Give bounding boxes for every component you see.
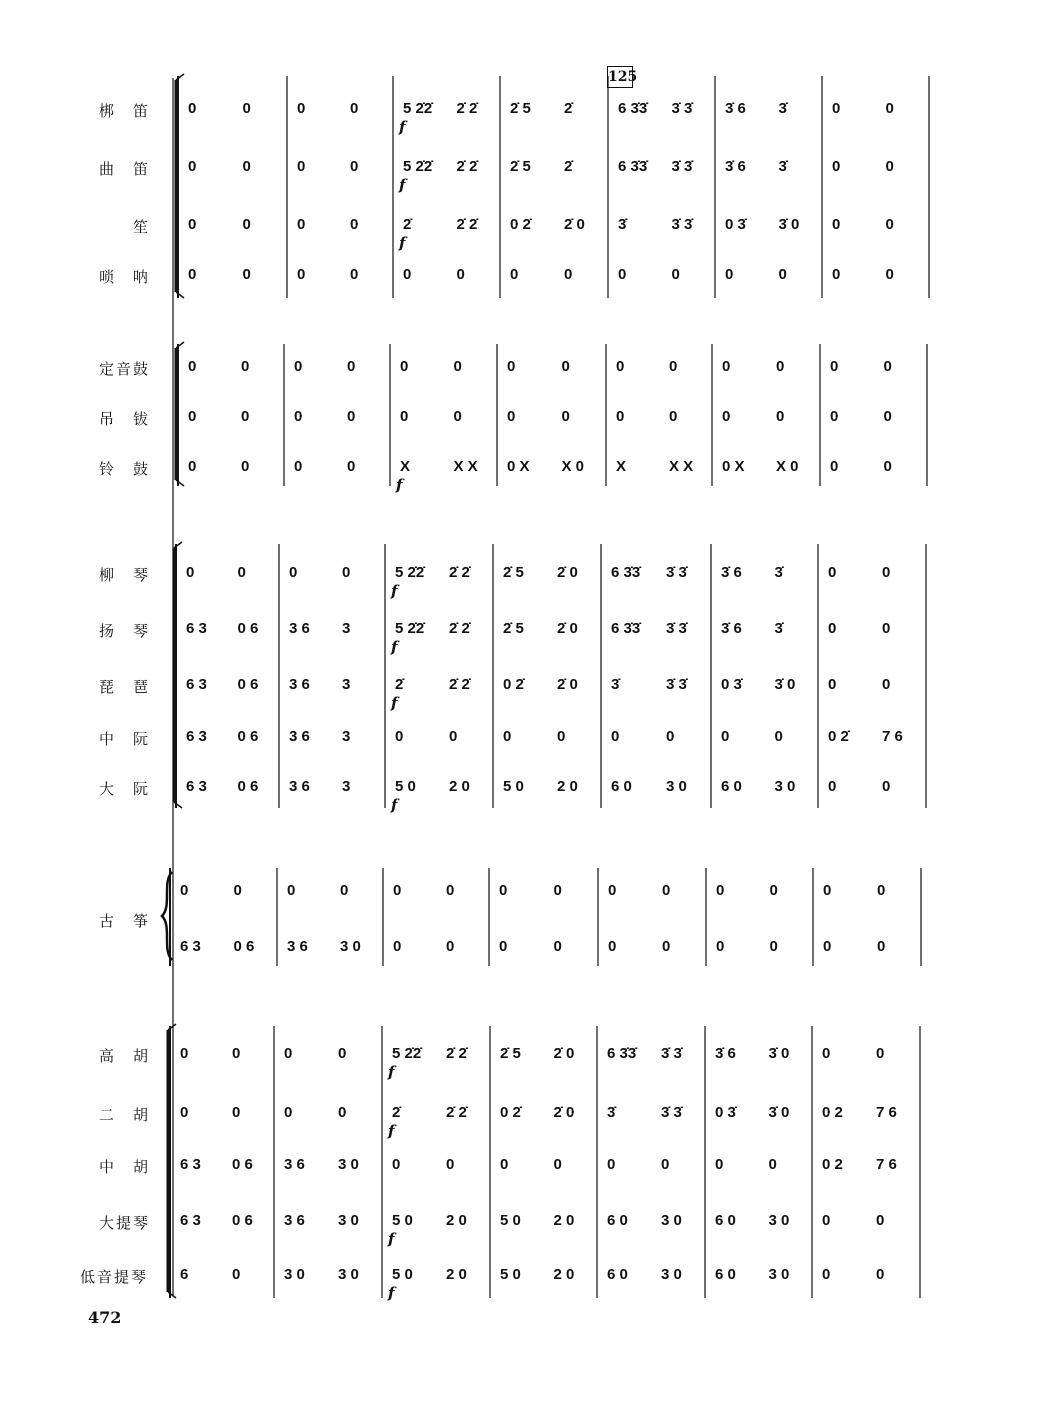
note-beat: 2̇ 0 [564, 216, 585, 233]
instrument-name: 中 胡 [98, 1158, 150, 1176]
note-beat: 0 [722, 358, 731, 375]
note-beat: 0 [232, 1104, 241, 1121]
dynamic-marking: f [388, 1284, 395, 1302]
note-beat: 5 2̇2̇ [395, 620, 425, 637]
dynamic-marking: f [388, 1122, 395, 1140]
note-beat: 0 [832, 266, 841, 283]
note-beat: 3̇ [611, 676, 620, 693]
dynamic-marking: f [391, 638, 398, 656]
note-beat: 0 [446, 882, 455, 899]
note-beat: 0 [347, 458, 356, 475]
note-beat: 0 [180, 882, 189, 899]
note-beat: 0 [669, 358, 678, 375]
dynamic-marking: f [388, 1230, 395, 1248]
note-beat: 0 [885, 158, 894, 175]
note-beat: 0 [823, 938, 832, 955]
note-beat: 0 [188, 408, 197, 425]
note-beat: 0 [662, 882, 671, 899]
note-beat: 0 [671, 266, 680, 283]
note-beat: 2̇ 0 [553, 1045, 575, 1062]
note-beat: 3 0 [338, 1266, 359, 1283]
note-beat: 2̇ 2̇ [456, 158, 478, 175]
note-beat: 0 [242, 216, 251, 233]
instrument-name: 曲 笛 [98, 160, 150, 178]
note-beat: 3 6 [284, 1156, 305, 1173]
note-beat: X 0 [561, 458, 585, 475]
note-beat: 3 6 [289, 676, 310, 693]
note-beat: 0 [832, 216, 841, 233]
instrument-name: 琵 琶 [98, 678, 150, 696]
note-beat: 2 0 [449, 778, 470, 795]
note-beat: 2̇ [395, 676, 404, 693]
note-beat: 3 0 [768, 1266, 790, 1283]
instrument-name: 二 胡 [98, 1106, 150, 1124]
note-beat: 0 [877, 938, 886, 955]
note-beat: 0 2 [822, 1156, 843, 1173]
note-beat: 0 [669, 408, 678, 425]
note-beat: 0 [830, 458, 839, 475]
note-beat: 0 [499, 882, 508, 899]
note-beat: 0 [232, 1045, 241, 1062]
note-beat: 0 [883, 358, 892, 375]
note-beat: 2̇ [392, 1104, 401, 1121]
note-beat: 0 [553, 1156, 562, 1173]
note-beat: 0 2̇ [503, 676, 524, 693]
note-beat: 2̇ 5 [500, 1045, 521, 1062]
note-beat: 0 [338, 1045, 347, 1062]
page-number: 472 [88, 1308, 122, 1327]
note-beat: 0 [188, 266, 197, 283]
instrument-name: 古 筝 [98, 912, 150, 930]
note-beat: 0 [885, 266, 894, 283]
note-beat: 0 [618, 266, 627, 283]
note-beat: 3 0 [768, 1212, 790, 1229]
note-beat: 6 3 [186, 620, 207, 637]
note-beat: 0 6 [237, 620, 259, 637]
note-beat: 6 3 [180, 1156, 201, 1173]
note-beat: 3 [342, 778, 351, 795]
note-beat: 0 [885, 100, 894, 117]
note-beat: 7 6 [882, 728, 903, 745]
note-beat: 0 [342, 564, 351, 581]
note-beat: 0 [830, 408, 839, 425]
note-beat: 0 [350, 216, 359, 233]
note-beat: 6 3 [180, 1212, 201, 1229]
note-beat: 0 [392, 1156, 401, 1173]
note-beat: 0 [188, 458, 197, 475]
note-beat: 0 [778, 266, 787, 283]
note-beat: 3̇ [778, 100, 787, 117]
note-beat: 0 [715, 1156, 724, 1173]
note-beat: 0 [832, 158, 841, 175]
note-beat: 0 [453, 408, 462, 425]
note-beat: 0 [608, 938, 617, 955]
note-beat: 0 [507, 358, 516, 375]
note-beat: 0 [769, 938, 778, 955]
note-beat: 3̇ 6 [721, 564, 742, 581]
note-beat: 0 [564, 266, 573, 283]
note-beat: 6 3̇3̇ [611, 620, 641, 637]
note-beat: 0 [395, 728, 404, 745]
note-beat: 0 [608, 882, 617, 899]
note-beat: 0 [400, 408, 409, 425]
note-beat: 0 [882, 676, 891, 693]
note-beat: 3̇ [774, 564, 783, 581]
note-beat: 3 6 [289, 620, 310, 637]
instrument-name: 笙 [132, 218, 150, 236]
note-beat: 5 2̇2̇ [392, 1045, 422, 1062]
note-beat: 5 2̇2̇ [395, 564, 425, 581]
dynamic-marking: f [391, 796, 398, 814]
note-beat: 0 [347, 358, 356, 375]
note-beat: 0 [716, 882, 725, 899]
note-beat: 3 0 [666, 778, 687, 795]
note-beat: 7 6 [876, 1156, 897, 1173]
instrument-name: 中 阮 [98, 730, 150, 748]
note-beat: 5 2̇2̇ [403, 100, 433, 117]
note-beat: 0 [877, 882, 886, 899]
note-beat: 3̇ [774, 620, 783, 637]
note-beat: 0 6 [237, 676, 259, 693]
instrument-name: 扬 琴 [98, 622, 150, 640]
note-beat: 0 [294, 458, 303, 475]
note-beat: 0 2̇ [510, 216, 531, 233]
note-beat: 3̇ 6 [715, 1045, 736, 1062]
note-beat: 2̇ 2̇ [446, 1104, 467, 1121]
note-beat: 6 3̇3̇ [618, 158, 648, 175]
note-beat: 0 [242, 266, 251, 283]
note-beat: 2 0 [557, 778, 578, 795]
note-beat: 0 [188, 216, 197, 233]
note-beat: 0 [885, 216, 894, 233]
note-beat: 3 6 [289, 778, 310, 795]
note-beat: 2 0 [446, 1212, 467, 1229]
note-beat: 0 [446, 1156, 455, 1173]
dynamic-marking: f [399, 176, 406, 194]
note-beat: 5 0 [392, 1266, 413, 1283]
note-beat: 3 6 [287, 938, 308, 955]
note-beat: 2̇ [564, 100, 573, 117]
note-beat: 0 [453, 358, 462, 375]
note-beat: 3 6 [284, 1212, 305, 1229]
note-beat: 0 6 [237, 778, 259, 795]
note-beat: 7 6 [876, 1104, 897, 1121]
note-beat: 0 [876, 1212, 885, 1229]
note-beat: 0 [616, 358, 625, 375]
note-beat: 0 [289, 564, 298, 581]
note-beat: 6 0 [715, 1266, 736, 1283]
note-beat: 2̇ 5 [503, 620, 524, 637]
note-beat: 3 0 [774, 778, 796, 795]
instrument-name: 大 阮 [98, 780, 150, 798]
note-beat: 0 [294, 408, 303, 425]
note-beat: 3 [342, 728, 351, 745]
note-beat: 0 [616, 408, 625, 425]
note-beat: 0 [611, 728, 620, 745]
note-beat: 0 [725, 266, 734, 283]
note-beat: 0 3̇ [725, 216, 746, 233]
instrument-name: 高 胡 [98, 1047, 150, 1065]
note-beat: 5 2̇2̇ [403, 158, 433, 175]
note-beat: 3 0 [338, 1212, 359, 1229]
note-beat: 0 [297, 266, 306, 283]
note-beat: 0 [340, 882, 349, 899]
note-beat: 3 0 [661, 1266, 682, 1283]
note-beat: 6 3 [186, 728, 207, 745]
note-beat: 0 [553, 938, 562, 955]
note-beat: 0 [876, 1266, 885, 1283]
note-beat: 2̇ 0 [557, 620, 578, 637]
note-beat: 3̇ 0 [774, 676, 796, 693]
note-beat: 3̇ [778, 158, 787, 175]
note-beat: 0 [403, 266, 412, 283]
note-beat: X [400, 458, 411, 475]
note-beat: 0 3̇ [715, 1104, 736, 1121]
dynamic-marking: f [396, 476, 403, 494]
note-beat: 0 [661, 1156, 670, 1173]
note-beat: 0 [666, 728, 675, 745]
note-beat: X X [453, 458, 478, 475]
instrument-name: 梆 笛 [98, 102, 150, 120]
instrument-name: 低音提琴 [79, 1268, 148, 1286]
note-beat: 2̇ [403, 216, 412, 233]
note-beat: 0 [242, 100, 251, 117]
note-beat: 0 X [722, 458, 745, 475]
note-beat: 0 [503, 728, 512, 745]
note-beat: 3̇ 3̇ [671, 216, 693, 233]
note-beat: 0 [186, 564, 195, 581]
note-beat: 5 0 [503, 778, 524, 795]
note-beat: 0 [822, 1212, 831, 1229]
note-beat: 2̇ 2̇ [456, 216, 478, 233]
note-beat: 0 3̇ [721, 676, 742, 693]
note-beat: 3̇ 6 [721, 620, 742, 637]
note-beat: 2 0 [553, 1266, 575, 1283]
note-beat: 0 [828, 676, 837, 693]
note-beat: 2̇ 5 [503, 564, 524, 581]
note-beat: 2̇ 2̇ [449, 676, 470, 693]
note-beat: 6 3 [186, 778, 207, 795]
note-beat: 6 [180, 1266, 189, 1283]
note-beat: 2 0 [553, 1212, 575, 1229]
note-beat: 0 [446, 938, 455, 955]
note-beat: 3̇ 0 [768, 1104, 790, 1121]
note-beat: 3̇ 3̇ [671, 100, 693, 117]
note-beat: 0 [607, 1156, 616, 1173]
note-beat: 0 6 [233, 938, 255, 955]
note-beat: 0 2 [822, 1104, 843, 1121]
note-beat: 0 [776, 408, 785, 425]
note-beat: 0 2̇ [500, 1104, 521, 1121]
note-beat: 2̇ 0 [553, 1104, 575, 1121]
note-beat: 5 0 [392, 1212, 413, 1229]
note-beat: 0 [828, 778, 837, 795]
note-beat: 0 [822, 1266, 831, 1283]
note-beat: X 0 [776, 458, 799, 475]
note-beat: 0 2̇ [828, 728, 849, 745]
note-beat: 3 6 [289, 728, 310, 745]
note-beat: 2̇ 5 [510, 158, 531, 175]
instrument-name: 柳 琴 [98, 566, 150, 584]
instrument-name: 铃 鼓 [98, 460, 150, 478]
rehearsal-mark: 125 [607, 66, 633, 88]
note-beat: 2̇ 2̇ [446, 1045, 467, 1062]
instrument-name: 大提琴 [98, 1214, 150, 1232]
note-beat: 0 [822, 1045, 831, 1062]
note-beat: 5 0 [395, 778, 416, 795]
dynamic-marking: f [391, 694, 398, 712]
note-beat: 0 [350, 158, 359, 175]
note-beat: 0 [828, 564, 837, 581]
note-beat: 0 [400, 358, 409, 375]
note-beat: 3̇ 6 [725, 100, 746, 117]
note-beat: 2̇ 0 [557, 676, 578, 693]
note-beat: 0 [287, 882, 296, 899]
instrument-name: 吊 钹 [98, 410, 150, 428]
note-beat: 3̇ [607, 1104, 616, 1121]
note-beat: 0 X [507, 458, 530, 475]
note-beat: 0 [823, 882, 832, 899]
note-beat: 3̇ 3̇ [666, 676, 687, 693]
note-beat: 0 [507, 408, 516, 425]
note-beat: 2̇ 2̇ [449, 564, 470, 581]
note-beat: X X [669, 458, 694, 475]
note-beat: 3̇ 3̇ [671, 158, 693, 175]
note-beat: 3̇ 3̇ [666, 620, 687, 637]
note-beat: 3̇ 3̇ [661, 1045, 682, 1062]
dynamic-marking: f [391, 582, 398, 600]
note-beat: 0 [721, 728, 730, 745]
note-beat: 0 6 [232, 1156, 253, 1173]
note-beat: 0 [882, 778, 891, 795]
note-beat: 0 [510, 266, 519, 283]
note-beat: 0 [393, 882, 402, 899]
note-beat: 0 [768, 1156, 777, 1173]
note-beat: 0 [883, 408, 892, 425]
note-beat: 2̇ 2̇ [456, 100, 478, 117]
note-beat: 0 [456, 266, 465, 283]
note-beat: 3̇ 0 [778, 216, 800, 233]
note-beat: 0 [241, 458, 250, 475]
note-beat: 6 3̇3̇ [607, 1045, 637, 1062]
note-beat: 0 [499, 938, 508, 955]
note-beat: 0 [241, 408, 250, 425]
note-beat: 5 0 [500, 1266, 521, 1283]
note-beat: 6 0 [715, 1212, 736, 1229]
note-beat: 0 [828, 620, 837, 637]
note-beat: 0 [350, 266, 359, 283]
note-beat: X [616, 458, 627, 475]
note-beat: 0 [883, 458, 892, 475]
note-beat: 6 0 [721, 778, 742, 795]
note-beat: 0 [188, 158, 197, 175]
note-beat: 0 [882, 564, 891, 581]
note-beat: 3 0 [340, 938, 361, 955]
note-beat: 0 [242, 158, 251, 175]
note-beat: 0 [561, 408, 570, 425]
note-beat: 0 [350, 100, 359, 117]
note-beat: 2̇ 0 [557, 564, 578, 581]
note-beat: 6 3̇3̇ [618, 100, 648, 117]
note-beat: 3 0 [661, 1212, 682, 1229]
note-beat: 3̇ 3̇ [666, 564, 687, 581]
note-beat: 0 [716, 938, 725, 955]
note-beat: 0 [297, 158, 306, 175]
note-beat: 0 [832, 100, 841, 117]
note-beat: 0 [284, 1045, 293, 1062]
note-beat: 3 0 [338, 1156, 359, 1173]
note-beat: 0 [830, 358, 839, 375]
note-beat: 0 [338, 1104, 347, 1121]
note-beat: 0 [553, 882, 562, 899]
note-beat: 0 [284, 1104, 293, 1121]
note-beat: 3̇ 0 [768, 1045, 790, 1062]
note-beat: 6 3 [186, 676, 207, 693]
note-beat: 3̇ [618, 216, 627, 233]
note-beat: 0 [180, 1104, 189, 1121]
dynamic-marking: f [399, 234, 406, 252]
note-beat: 2̇ 5 [510, 100, 531, 117]
note-beat: 0 [882, 620, 891, 637]
note-beat: 0 [774, 728, 783, 745]
note-beat: 0 6 [237, 728, 259, 745]
note-beat: 6 0 [607, 1266, 628, 1283]
note-beat: 5 0 [500, 1212, 521, 1229]
note-beat: 0 [180, 1045, 189, 1062]
note-beat: 0 [237, 564, 246, 581]
note-beat: 3 0 [284, 1266, 305, 1283]
note-beat: 0 [188, 358, 197, 375]
note-beat: 0 [662, 938, 671, 955]
note-beat: 6 0 [607, 1212, 628, 1229]
note-beat: 6 3̇3̇ [611, 564, 641, 581]
note-beat: 0 6 [232, 1212, 253, 1229]
note-beat: 0 [769, 882, 778, 899]
note-beat: 6 3 [180, 938, 201, 955]
note-beat: 0 [233, 882, 242, 899]
note-beat: 0 [561, 358, 570, 375]
note-beat: 0 [347, 408, 356, 425]
note-beat: 0 [722, 408, 731, 425]
note-beat: 0 [297, 100, 306, 117]
dynamic-marking: f [388, 1063, 395, 1081]
note-beat: 2 0 [446, 1266, 467, 1283]
note-beat: 2̇ [564, 158, 573, 175]
note-beat: 0 [232, 1266, 241, 1283]
note-beat: 0 [500, 1156, 509, 1173]
note-beat: 2̇ 2̇ [449, 620, 470, 637]
note-beat: 3 [342, 620, 351, 637]
note-beat: 0 [188, 100, 197, 117]
note-beat: 3̇ 3̇ [661, 1104, 682, 1121]
note-beat: 0 [876, 1045, 885, 1062]
instrument-name: 唢 呐 [98, 268, 150, 286]
note-beat: 0 [241, 358, 250, 375]
note-beat: 0 [297, 216, 306, 233]
note-beat: 0 [776, 358, 785, 375]
note-beat: 6 0 [611, 778, 632, 795]
note-beat: 0 [393, 938, 402, 955]
dynamic-marking: f [399, 118, 406, 136]
note-beat: 3̇ 6 [725, 158, 746, 175]
instrument-name: 定音鼓 [98, 360, 150, 378]
note-beat: 0 [449, 728, 458, 745]
note-beat: 0 [557, 728, 566, 745]
note-beat: 0 [294, 358, 303, 375]
note-beat: 3 [342, 676, 351, 693]
